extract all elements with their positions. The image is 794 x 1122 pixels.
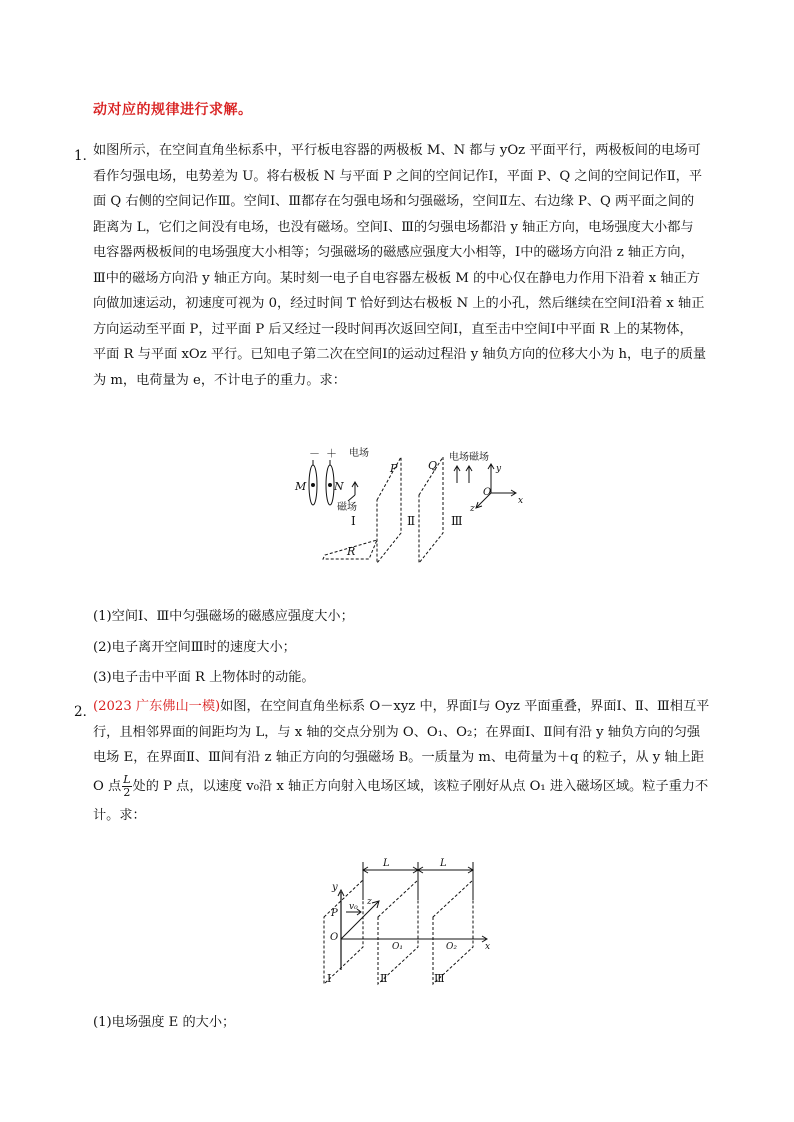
axis-z: z xyxy=(470,504,475,514)
problem-2-text xyxy=(93,694,723,828)
interface-2 xyxy=(378,880,418,984)
dim-l1: L xyxy=(383,858,390,869)
p1-line: Ⅲ中的磁场方向沿 y 轴正方向。某时刻一电子自电容器左极板 M 的中心仅在静电力作用下沿着 x 轴正方 xyxy=(93,270,700,286)
plus-sign: ＋ xyxy=(326,447,337,460)
p1-line: 方向运动至平面 P，过平面 P 后又经过一段时间再次返回空间Ⅰ，直至击中空间Ⅰ中平面 R 上的某物体， xyxy=(93,321,693,337)
p1-line: 看作匀强电场，电势差为 U。将右极板 N 与平面 P 之间的空间记作Ⅰ，平面 P、Q 之间的空间记作Ⅱ，平 xyxy=(93,168,703,184)
p1-line: 如图所示，在空间直角坐标系中，平行板电容器的两极板 M、N 都与 yOz 平面平行，两极板间的电场可 xyxy=(93,143,701,158)
label-e-field: 电场 xyxy=(349,448,369,459)
problem-source: (2023 广东佛山一模) xyxy=(93,699,221,714)
p1-line: 为 m，电荷量为 e，不计电子的重力。求： xyxy=(93,372,346,388)
p2-line: 电场 E，在界面Ⅱ、Ⅲ间有沿 z 轴正方向的匀强磁场 B。一质量为 m、电荷量为＋q 的粒子，从 y 轴上距 xyxy=(93,750,705,765)
p1-question-2: (2)电子离开空间Ⅲ时的速度大小； xyxy=(93,640,296,655)
label-n: N xyxy=(334,480,344,493)
problem-1-number: 1． xyxy=(74,148,97,164)
region-1: Ⅰ xyxy=(327,972,332,985)
label-region-1: Ⅰ xyxy=(351,514,356,528)
p1-question-1: (1)空间Ⅰ、Ⅲ中匀强磁场的磁感应强度大小； xyxy=(93,609,354,624)
dim-l2: L xyxy=(440,858,447,869)
label-region-3: Ⅲ xyxy=(451,514,463,528)
label-region-2: Ⅱ xyxy=(407,514,416,528)
p2-line: 行，且相邻界面的间距均为 L，与 x 轴的交点分别为 O、O₁、O₂；在界面Ⅰ、Ⅱ间有沿 y 轴负方向的匀强 xyxy=(93,724,701,740)
p2-line: 处的 P 点，以速度 v₀沿 x 轴正方向射入电场区域，该粒子刚好从点 O₁ 进入磁场区域。粒子重力不 xyxy=(132,778,709,794)
axis-x: x xyxy=(518,496,524,506)
axis-y: y xyxy=(332,882,338,893)
label-eb-field: 电场磁场 xyxy=(449,452,489,463)
velocity-v0: v₀ xyxy=(349,902,358,912)
label-r: R xyxy=(347,545,356,558)
p2-question-1: (1)电场强度 E 的大小； xyxy=(93,1015,236,1030)
problem-1-text xyxy=(93,138,723,393)
region-2: Ⅱ xyxy=(380,972,388,985)
p1-line: 电容器两极板间的电场强度大小相等；匀强磁场的磁感应强度大小相等，Ⅰ中的磁场方向沿 z 轴正方向， xyxy=(93,245,694,260)
axis-x: x xyxy=(485,942,491,952)
p1-line: 距离为 L，它们之间没有电场，也没有磁场。空间Ⅰ、Ⅲ的匀强电场都沿 y 轴正方向，电场强度大小都与 xyxy=(93,219,694,235)
p2-line: 如图，在空间直角坐标系 O－xyz 中，界面Ⅰ与 Oyz 平面重叠，界面Ⅰ、Ⅱ、Ⅲ相互平 xyxy=(220,699,710,714)
minus-sign: － xyxy=(309,447,320,460)
origin-o: O xyxy=(483,487,492,498)
origin-o: O xyxy=(330,932,339,943)
p2-line: 计。求： xyxy=(93,807,146,823)
label-m: M xyxy=(295,480,307,493)
problem-2-number: 2． xyxy=(74,704,97,720)
p1-line: 平面 R 与平面 xOz 平行。已知电子第二次在空间Ⅰ的运动过程沿 y 轴负方向的位移大小为 h，电子的质量 xyxy=(93,347,707,362)
p1-question-3: (3)电子击中平面 R 上物体时的动能。 xyxy=(93,670,315,685)
p1-line: 面 Q 右侧的空间记作Ⅲ。空间Ⅰ、Ⅲ都存在匀强电场和匀强磁场，空间Ⅱ左、右边缘 P、Q 两平面之间的 xyxy=(93,194,695,209)
section-heading: 动对应的规律进行求解。 xyxy=(93,102,253,118)
p1-line: 向做加速运动，初速度可视为 0，经过时间 T 恰好到达右极板 N 上的小孔，然后继续在空间Ⅰ沿着 x 轴正 xyxy=(93,296,705,311)
interface-3 xyxy=(433,880,473,984)
region-3: Ⅲ xyxy=(434,972,445,985)
figure-1-capacitor-diagram xyxy=(285,445,535,570)
label-p: P xyxy=(390,462,398,475)
axis-z: z xyxy=(367,897,372,907)
label-b-field: 磁场 xyxy=(337,502,357,513)
figure-2-interfaces-diagram xyxy=(318,852,498,992)
label-q: Q xyxy=(428,459,438,472)
p2-line: O 点 xyxy=(93,778,122,794)
point-p: P xyxy=(331,908,338,919)
point-o1: O₁ xyxy=(392,942,403,952)
point-o2: O₂ xyxy=(446,942,457,952)
fraction-l-over-2: $\frac{L}{2}$ xyxy=(123,772,131,799)
axis-y: y xyxy=(496,464,502,474)
plane-q xyxy=(419,457,443,563)
